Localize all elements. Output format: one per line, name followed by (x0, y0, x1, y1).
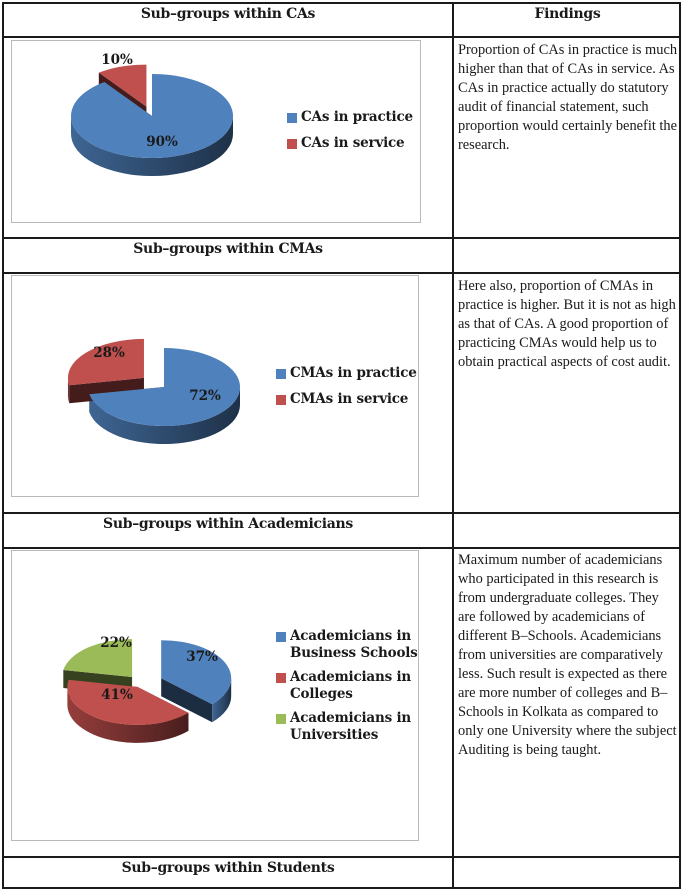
column-header-findings: Findings (534, 6, 601, 22)
legend-item (276, 710, 418, 744)
data-label: 72% (189, 388, 221, 404)
legend-swatch-green (276, 714, 286, 724)
row-divider (4, 547, 679, 549)
data-label: 10% (101, 52, 133, 68)
legend-academicians (276, 628, 418, 751)
legend-label: Academicians in (290, 710, 412, 726)
legend-swatch-red (276, 673, 286, 683)
legend-item (276, 391, 417, 408)
legend-label: CMAs in practice (290, 365, 417, 381)
legend-label: Academicians in (290, 628, 412, 644)
data-label: 90% (146, 134, 178, 150)
column-header-subgroups: Sub–groups within CAs (140, 6, 316, 22)
chart-cas (11, 40, 421, 223)
legend-swatch-red (287, 139, 297, 149)
data-label: 28% (93, 345, 125, 361)
row-divider (4, 237, 679, 239)
row-divider (4, 272, 679, 274)
legend-swatch-blue (287, 113, 297, 123)
data-label: 41% (101, 687, 133, 703)
legend-label: CAs in practice (301, 109, 413, 125)
data-label: 22% (100, 635, 132, 651)
legend-item (276, 628, 418, 662)
row-divider (4, 512, 679, 514)
chart-cmas (11, 275, 419, 497)
section-heading-cmas: Sub–groups within CMAs (133, 241, 323, 257)
chart-academicians (11, 550, 419, 841)
finding-cmas: Here also, proportion of CMAs in practice is higher. But it is not as high as that of CAs. A good proportion of practicing CMAs would help us to obtain practical aspects of cost audit. (458, 278, 676, 370)
legend-label: Academicians in (290, 669, 412, 685)
legend-swatch-red (276, 395, 286, 405)
section-heading-academicians: Sub–groups within Academicians (103, 516, 353, 532)
legend-cmas (276, 365, 417, 417)
column-divider (452, 4, 454, 887)
legend-label: Colleges (290, 686, 353, 702)
legend-swatch-blue (276, 369, 286, 379)
legend-item (276, 365, 417, 382)
row-divider (4, 856, 679, 858)
legend-label: Business Schools (290, 645, 418, 661)
finding-academicians: Maximum number of academicians who participated in this research is from undergraduate colleges. They are followed by academicians of different B–Schools. Academicians from universities are comparatively less. Such result is expected as there are more number of colleges and B–Schools in Kolkata as compared to only one University where the subject Auditing is being taught. (458, 552, 677, 758)
legend-swatch-blue (276, 632, 286, 642)
finding-cas: Proportion of CAs in practice is much higher than that of CAs in service. As CAs in practice actually do statutory audit of financial statement, such proportion would certainly benefit the research. (458, 42, 678, 153)
legend-item (276, 669, 418, 703)
legend-label: Universities (290, 727, 379, 743)
legend-cas (287, 109, 413, 161)
row-divider (4, 36, 679, 38)
legend-item (287, 109, 413, 126)
section-heading-students: Sub–groups within Students (121, 860, 335, 876)
data-label: 37% (186, 649, 218, 665)
legend-item (287, 135, 413, 152)
legend-label: CMAs in service (290, 391, 409, 407)
legend-label: CAs in service (301, 135, 405, 151)
